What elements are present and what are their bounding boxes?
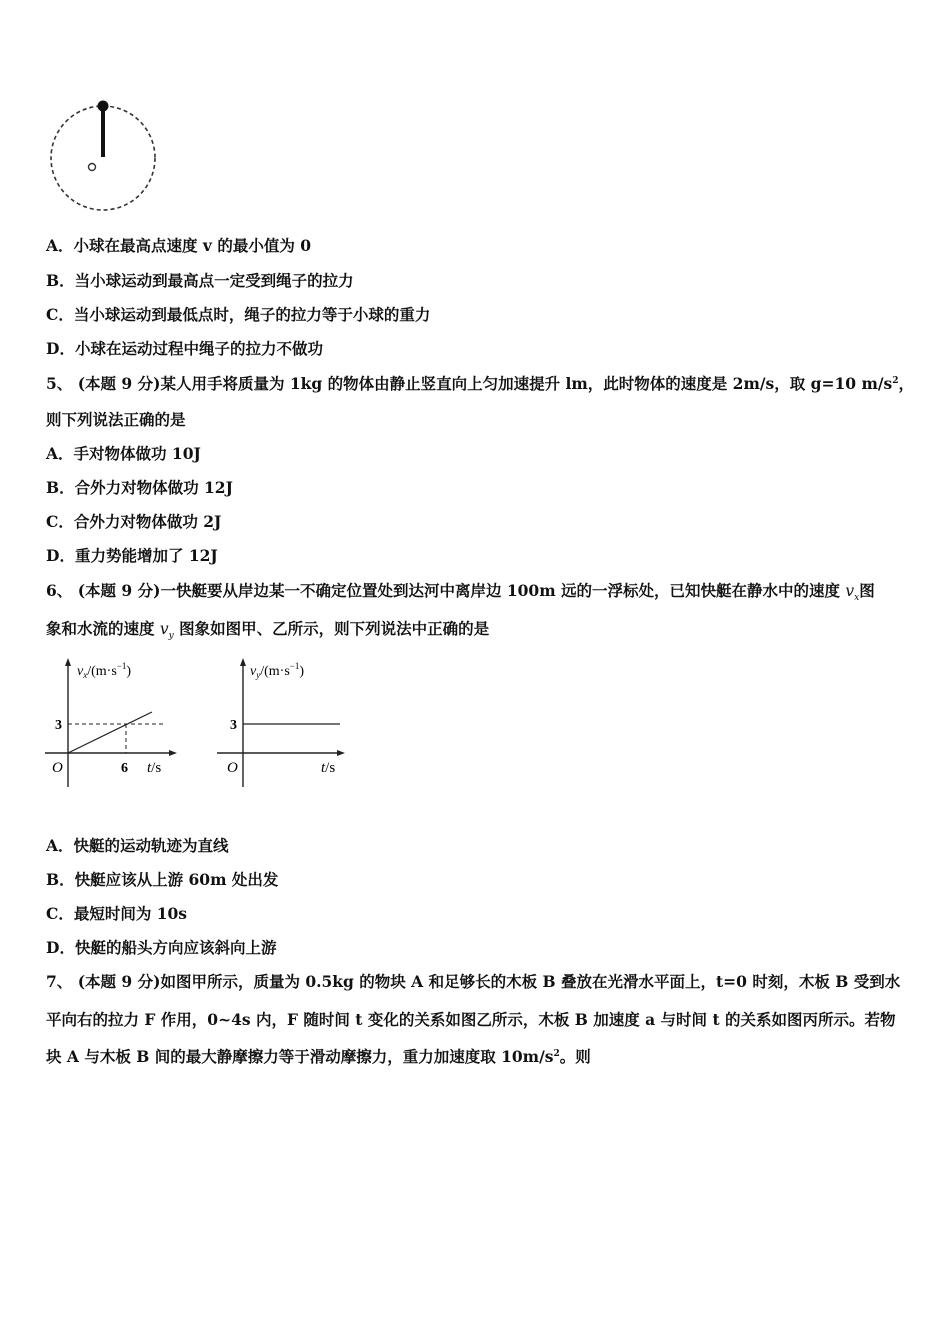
q6-stem-line2: 象和水流的速度 $v_y$ 图象如图甲、乙所示，则下列说法中正确的是 (46, 619, 490, 642)
q4-option-a: A．小球在最高点速度 v 的最小值为 0 (46, 236, 312, 255)
y-tick-label: 3 (55, 718, 62, 733)
graph-vy-t (212, 655, 352, 795)
q6-option-c: C．最短时间为 10s (46, 904, 188, 923)
q5-option-b: B．合外力对物体做功 12J (46, 478, 233, 497)
graph-vx-t (40, 655, 180, 795)
q5-option-c: C．合外力对物体做功 2J (46, 512, 222, 531)
origin-label: O (227, 760, 238, 776)
y-axis-arrow (240, 658, 246, 666)
q7-stem-line3: 块 A 与木板 B 间的最大静摩擦力等于滑动摩擦力，重力加速度取 $10m/s^2$。则 (46, 1047, 591, 1066)
x-tick-label: 6 (121, 761, 128, 776)
q4-option-d: D．小球在运动过程中绳子的拉力不做功 (46, 339, 323, 358)
vx-line (68, 712, 152, 753)
origin-label: O (52, 760, 63, 776)
y-label: $v_x/(m\cdot s^{-1})$ (77, 661, 132, 680)
x-label: t/s (321, 760, 336, 776)
q5-option-a: A．手对物体做功 10J (46, 444, 201, 463)
q6-option-a: A．快艇的运动轨迹为直线 (46, 836, 229, 855)
q4-option-b: B．当小球运动到最高点一定受到绳子的拉力 (46, 271, 354, 290)
x-axis-arrow (337, 750, 345, 756)
x-label: t/s (147, 760, 162, 776)
ball (98, 101, 109, 112)
center-point (89, 164, 96, 171)
q5-stem-line1: 5、 (本题 9 分)某人用手将质量为 1kg 的物体由静止竖直向上匀加速提升 lm，此时物体的速度是 2m/s，取 g=10 $m/s^2$， (46, 374, 915, 393)
q4-option-c: C．当小球运动到最低点时，绳子的拉力等于小球的重力 (46, 305, 431, 324)
y-tick-label: 3 (230, 718, 237, 733)
q7-stem-line2: 平向右的拉力 F 作用，0~4s 内，F 随时间 t 变化的关系如图乙所示，木板 B 加速度 a 与时间 t 的关系如图丙所示。若物 (46, 1010, 896, 1029)
y-label: $v_y/(m\cdot s^{-1})$ (250, 661, 305, 680)
circular-motion-figure (40, 95, 170, 220)
q6-option-d: D．快艇的船头方向应该斜向上游 (46, 938, 277, 957)
y-axis-arrow (65, 658, 71, 666)
q5-option-d: D．重力势能增加了 12J (46, 546, 218, 565)
q6-option-b: B．快艇应该从上游 60m 处出发 (46, 870, 279, 889)
q6-stem-line1: 6、 (本题 9 分)一快艇要从岸边某一不确定位置处到达河中离岸边 100m 远的一浮标处，已知快艇在静水中的速度 $v_x$图 (46, 581, 875, 604)
q7-stem-line1: 7、 (本题 9 分)如图甲所示，质量为 0.5kg 的物块 A 和足够长的木板 B 叠放在光滑水平面上，t=0 时刻，木板 B 受到水 (46, 972, 901, 991)
x-axis-arrow (169, 750, 177, 756)
q5-stem-line2: 则下列说法正确的是 (46, 410, 186, 429)
